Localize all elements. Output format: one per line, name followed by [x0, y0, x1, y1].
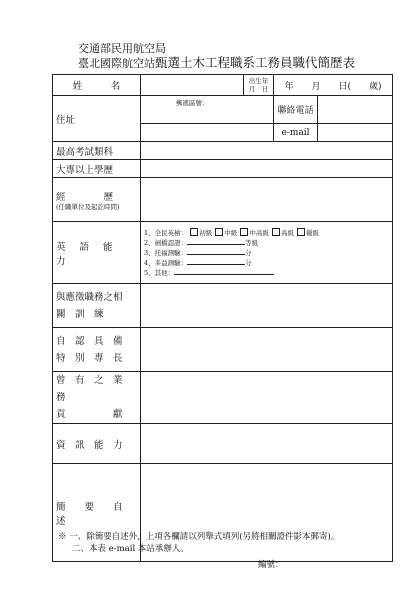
training-field[interactable]: [141, 284, 393, 328]
college-row: [53, 160, 393, 178]
resume-form-table: [52, 74, 393, 562]
checkbox-intermediate[interactable]: [215, 228, 223, 236]
checkbox-basic[interactable]: [190, 228, 198, 236]
address-label: 住址: [53, 96, 141, 142]
training-label: 與應徵職務之相 關 訓 練: [53, 284, 141, 328]
email-label: e-mail: [274, 124, 318, 142]
email-field[interactable]: [318, 124, 393, 142]
education-label: 最高考試類科: [53, 142, 141, 160]
form-title: 甄選土木工程職系工務員職代簡歷表: [155, 55, 356, 70]
note-line-1: ※ 一、除簡要自述外，上項各欄請以列舉式填列(另將相關證件影本郵寄)。: [58, 532, 340, 542]
it-field[interactable]: [141, 424, 393, 464]
postal-code-label: 郵遞區號：: [176, 99, 209, 107]
business-row: [53, 372, 393, 424]
experience-row: [53, 178, 393, 222]
checkbox-superior[interactable]: [297, 228, 305, 236]
name-field[interactable]: [141, 75, 244, 96]
address-field[interactable]: [141, 96, 274, 124]
notes: [58, 531, 339, 555]
college-label: 大專以上學歷: [53, 160, 141, 178]
agency-name: 交通部民用航空局: [78, 42, 166, 55]
lang-item-other: 5、其他：: [144, 268, 389, 278]
birth-label: [244, 75, 274, 96]
opt-high-intermediate: 中高級: [249, 228, 269, 237]
business-label: 曾 有 之 業 務 貢 獻: [53, 372, 141, 424]
education-row: [53, 142, 393, 160]
training-row: [53, 284, 393, 328]
toefl-blank[interactable]: [187, 248, 245, 255]
phone-label: 聯絡電話: [274, 96, 318, 124]
serial-number-label: 編號：: [258, 560, 284, 570]
opt-basic: 初級: [199, 228, 213, 237]
document-header: [78, 42, 355, 71]
it-label: 資 訊 能 力: [53, 424, 141, 464]
address-field-cont[interactable]: [141, 124, 274, 142]
birth-field[interactable]: 年 月 日( 歲): [274, 75, 393, 96]
note-line-2: 二、本表 e-mail 本站承辦人。: [72, 544, 189, 554]
address-row-1: [53, 96, 393, 124]
lang-item-toeic: 4、多益測驗： 分: [144, 258, 252, 267]
lang-item-toefl: 3、托福測驗： 分: [144, 248, 252, 257]
opt-intermediate: 中級: [224, 228, 238, 237]
birth-label-line2: 月 日: [248, 85, 269, 93]
language-field: [141, 222, 393, 284]
college-field[interactable]: [141, 160, 393, 178]
language-row: [53, 222, 393, 284]
bio-label: 簡 要 自 述: [53, 464, 141, 562]
phone-field[interactable]: [318, 96, 393, 124]
opt-advanced: 高級: [280, 228, 294, 237]
lang-item-1: 1、全民英檢：: [144, 228, 188, 237]
checkbox-high-intermediate[interactable]: [240, 228, 248, 236]
experience-field[interactable]: [141, 178, 393, 222]
education-field[interactable]: [141, 142, 393, 160]
skills-field[interactable]: [141, 328, 393, 372]
station-name: 臺北國際航空站: [78, 57, 155, 70]
birth-label-line1: 出生年: [248, 77, 269, 85]
skills-row: [53, 328, 393, 372]
opt-superior: 優級: [306, 228, 320, 237]
experience-note: (任職單位及起訖時間): [56, 202, 120, 211]
header-line-2: [78, 56, 355, 71]
note-mark: ※: [58, 532, 67, 542]
name-row: [53, 75, 393, 96]
experience-label: 經 歷: [56, 191, 114, 203]
language-label: 英語能力: [53, 222, 141, 284]
experience-label-cell: [53, 178, 141, 222]
business-field[interactable]: [141, 372, 393, 424]
name-label: 姓 名: [53, 75, 141, 96]
cambridge-blank[interactable]: [187, 238, 245, 245]
lang-item-gept: [144, 228, 389, 238]
lang-item-cambridge: 2、劍橋認證： 等級: [144, 238, 259, 247]
it-row: [53, 424, 393, 464]
other-blank[interactable]: [174, 268, 274, 275]
checkbox-advanced[interactable]: [272, 228, 280, 236]
toeic-blank[interactable]: [187, 258, 245, 265]
skills-label: 自 認 具 備 特 別 專 長: [53, 328, 141, 372]
